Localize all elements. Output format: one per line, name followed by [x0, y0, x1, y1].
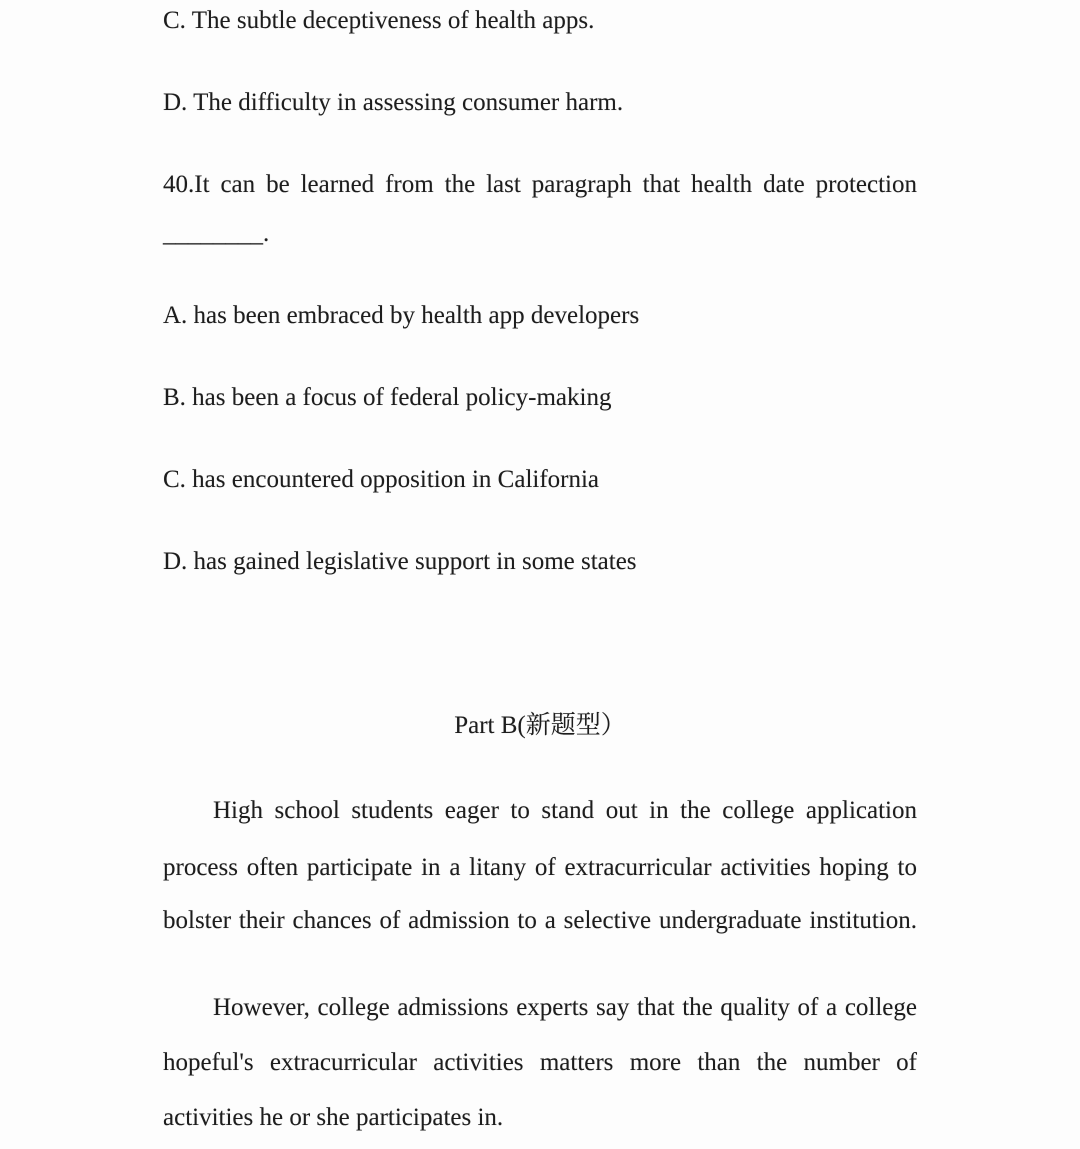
passage-paragraph-1-line-1: High school students eager to stand out in the college application [213, 797, 917, 824]
question-40-blank: ________. [163, 220, 270, 247]
question-39-option-d: D. The difficulty in assessing consumer harm. [163, 89, 624, 116]
passage-paragraph-1-line-3: bolster their chances of admission to a selective undergraduate institution. [163, 907, 917, 934]
question-40-stem: 40.It can be learned from the last paragraph that health date protection [163, 171, 917, 198]
part-b-heading: Part B(新题型） [454, 712, 626, 739]
passage-paragraph-1-line-2: process often participate in a litany of extracurricular activities hoping to [163, 854, 917, 881]
question-39-option-c: C. The subtle deceptiveness of health apps. [163, 7, 595, 34]
question-40-option-c: C. has encountered opposition in California [163, 466, 600, 493]
passage-paragraph-2-line-1: However, college admissions experts say that the quality of a college [213, 994, 917, 1021]
question-40-option-d: D. has gained legislative support in some states [163, 548, 637, 575]
passage-paragraph-2-line-3: activities he or she participates in. [163, 1104, 504, 1131]
question-40-option-a: A. has been embraced by health app developers [163, 302, 640, 329]
passage-paragraph-2-line-2: hopeful's extracurricular activities matters more than the number of [163, 1049, 917, 1076]
question-40-option-b: B. has been a focus of federal policy-making [163, 384, 612, 411]
